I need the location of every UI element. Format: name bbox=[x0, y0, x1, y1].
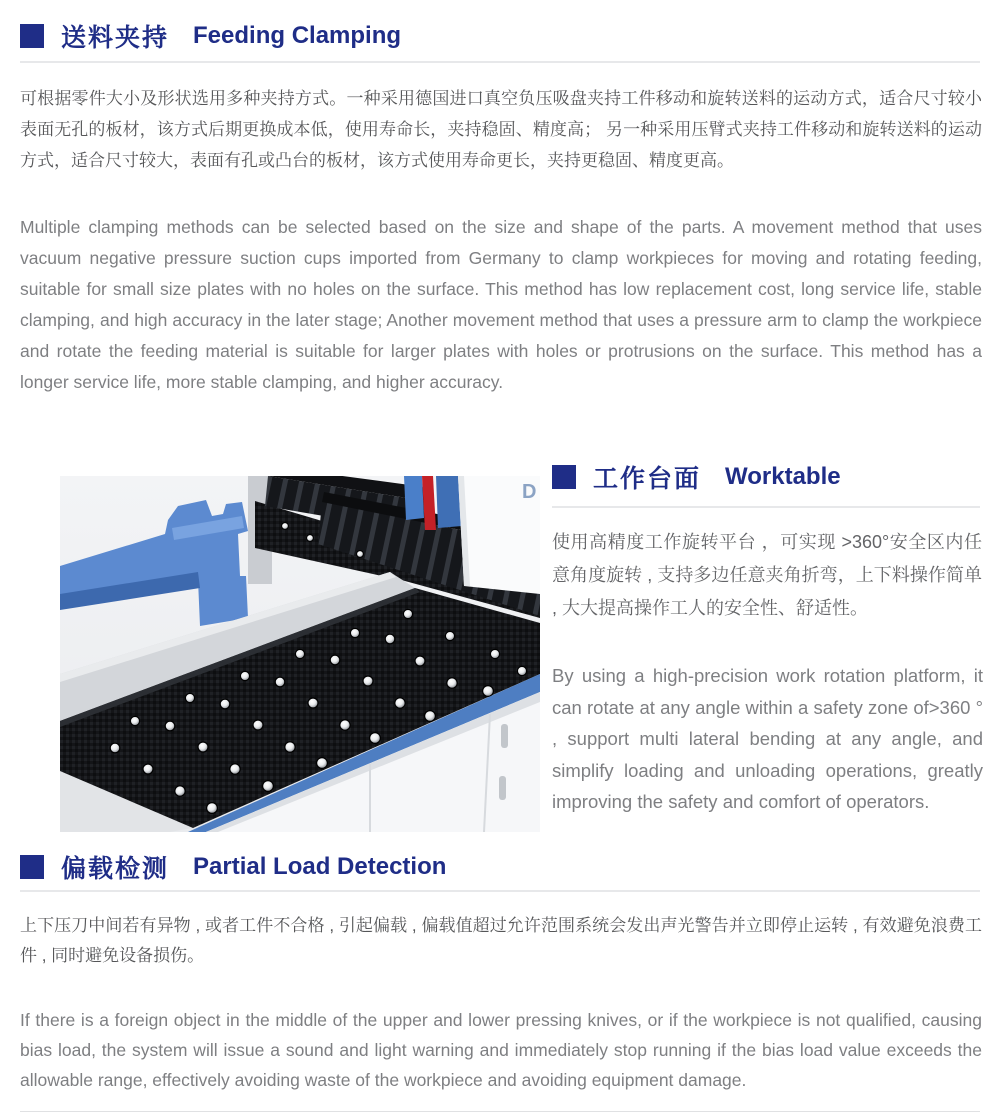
section-title-zh: 工作台面 bbox=[593, 465, 702, 493]
divider bbox=[20, 890, 980, 892]
section-header-feeding-clamping bbox=[20, 18, 401, 54]
worktable-photo bbox=[60, 476, 540, 832]
partial-load-text-en: If there is a foreign object in the middle of the upper and lower pressing knives, or if the workpiece is not qualified, causing bias load, the system will issue a sound and light warning and immediately stop running if the bias load value exceeds the allowable range, effectively avoiding waste of the workpiece and avoiding equipment damage. bbox=[20, 1010, 982, 1090]
feeding-clamping-text-zh: 可根据零件大小及形状选用多种夹持方式。一种采用德国进口真空负压吸盘夹持工件移动和旋转送料的运动方式，适合尺寸较小表面无孔的板材，该方式后期更换成本低，使用寿命长，夹持稳固、精度高； 另一种采用压臂式夹持工件移动和旋转送料的运动方式，适合尺寸较大，表面有孔或凸台的板材，该方式使用寿命更长，夹持更稳固、精度更高。 bbox=[20, 89, 982, 170]
section-header-worktable bbox=[552, 459, 841, 495]
partial-load-text-zh: 上下压刀中间若有异物 , 或者工件不合格 , 引起偏载 , 偏载值超过允许范围系统会发出声光警告并立即停止运转 , 有效避免浪费工件 , 同时避免设备损伤。 bbox=[20, 916, 982, 965]
section-title-zh: 偏载检测 bbox=[61, 855, 170, 883]
section-marker-icon bbox=[552, 465, 576, 489]
section-title-zh: 送料夹持 bbox=[61, 24, 170, 52]
section-title-en: Partial Load Detection bbox=[193, 853, 447, 880]
bottom-divider bbox=[20, 1111, 980, 1112]
worktable-text-en: By using a high-precision work rotation platform, it can rotate at any angle within a safety zone of>360 ° , support multi lateral bending at any angle, and simplify loading and unloading operations, greatly improving the safety and comfort of operators. bbox=[552, 665, 983, 812]
section-header-partial-load bbox=[20, 849, 446, 885]
divider bbox=[552, 506, 980, 508]
worktable-text-zh: 使用高精度工作旋转平台 ，可实现 >360°安全区内任意角度旋转 , 支持多边任意夹角折弯，上下料操作简单 , 大大提高操作工人的安全性、舒适性。 bbox=[552, 532, 982, 618]
machine-illustration bbox=[60, 476, 540, 832]
section-title-en: Worktable bbox=[725, 463, 841, 490]
feeding-clamping-text-en: Multiple clamping methods can be selected based on the size and shape of the parts. A movement method that uses vacuum negative pressure suction cups imported from Germany to clamp workpieces for moving and rotating feeding, suitable for small size plates with no holes on the surface. This method has low replacement cost, long service life, stable clamping, and high accuracy in the later stage; Another movement method that uses a pressure arm to clamp the workpiece and rotate the feeding material is suitable for larger plates with holes or protrusions on the surface. This method has a longer service life, more stable clamping, and higher accuracy. bbox=[20, 217, 982, 392]
watermark-letter: D bbox=[522, 481, 537, 503]
section-marker-icon bbox=[20, 855, 44, 879]
section-marker-icon bbox=[20, 24, 44, 48]
section-title-en: Feeding Clamping bbox=[193, 22, 402, 49]
divider bbox=[20, 61, 980, 63]
